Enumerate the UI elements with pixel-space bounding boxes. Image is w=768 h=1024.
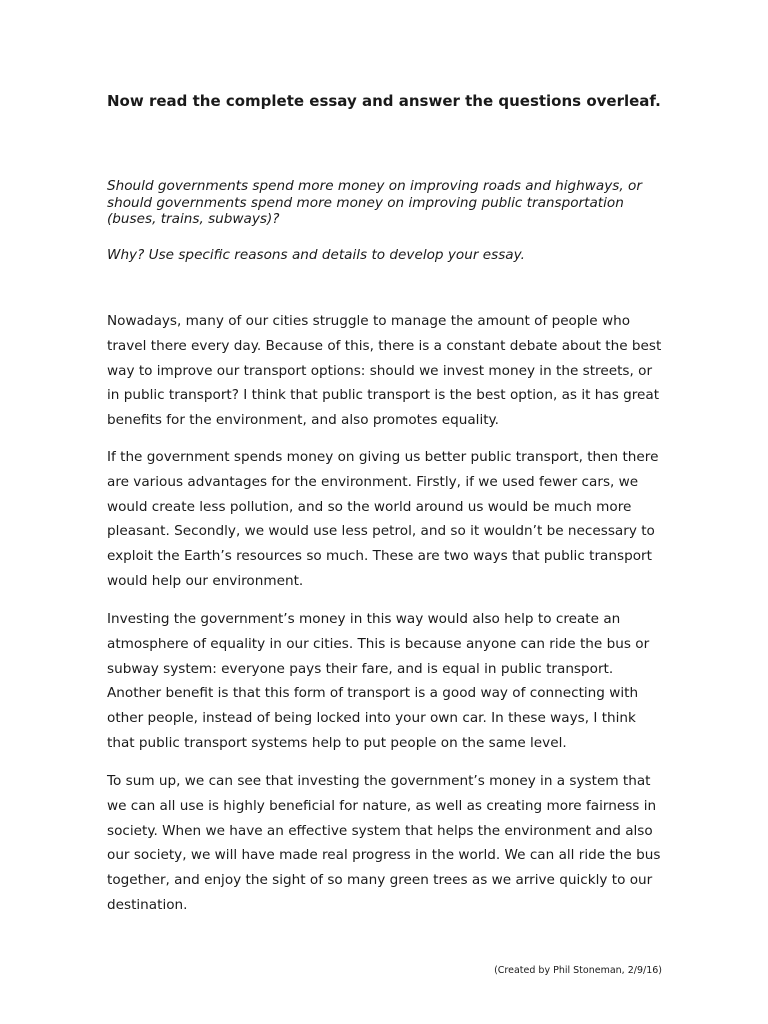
essay-paragraph-2: If the government spends money on giving us better public transport, then there are various advantages for the environment. Firstly, if we used fewer cars, we would create less pollution, and so the world around us would be much more pleasant. Secondly, we would use less petrol, and so it wouldn’t be necessary to exploit the Earth’s resources so much. These are two ways that public transport would help our environment. bbox=[107, 449, 659, 589]
essay-paragraph-1: Nowadays, many of our cities struggle to manage the amount of people who travel there every day. Because of this, there is a constant debate about the best way to improve our transport options: should we invest money in the streets, or in public transport? I think that public transport is the best option, as it has great benefits for the environment, and also promotes equality. bbox=[107, 313, 662, 429]
page-heading: Now read the complete essay and answer the questions overleaf. bbox=[107, 92, 661, 110]
essay-paragraph-4: To sum up, we can see that investing the government’s money in a system that we can all use is highly beneficial for nature, as well as creating more fairness in society. When we have an effective system that helps the environment and also our society, we will have made real progress in the world. We can all ride the bus together, and enjoy the sight of so many green trees as we arrive quickly to our destination. bbox=[107, 773, 661, 913]
author-credit: (Created by Phil Stoneman, 2/9/16) bbox=[494, 965, 662, 976]
essay-prompt-question: Should governments spend more money on improving roads and highways, or should governments spend more money on improving public transportation (buses, trains, subways)? bbox=[107, 178, 642, 227]
essay-prompt-instruction: Why? Use specific reasons and details to develop your essay. bbox=[107, 247, 525, 263]
essay-paragraph-3: Investing the government’s money in this way would also help to create an atmosphere of equality in our cities. This is because anyone can ride the bus or subway system: everyone pays their fare, and is equal in public transport. Another benefit is that this form of transport is a good way of connecting with other people, instead of being locked into your own car. In these ways, I think that public transport systems help to put people on the same level. bbox=[107, 611, 650, 751]
